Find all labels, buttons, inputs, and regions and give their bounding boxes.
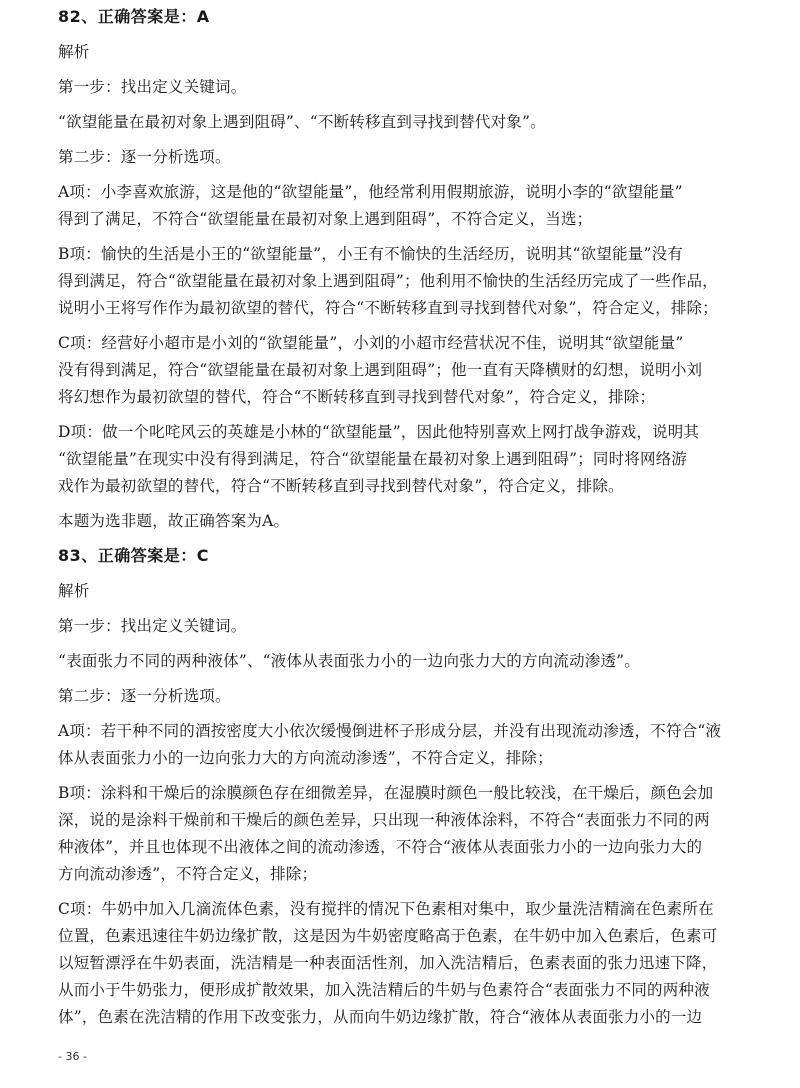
q82-option-b-line: 得到满足，符合“欲望能量在最初对象上遇到阻碍”；他利用不愉快的生活经历完成了一些作品，	[58, 272, 718, 290]
q82-option-b-line: 说明小王将写作作为最初欲望的替代，符合“不断转移直到寻找到替代对象”，符合定义，排除；	[58, 299, 718, 317]
q82-option-c-line: 将幻想作为最初欲望的替代，符合“不断转移直到寻找到替代对象”，符合定义，排除；	[58, 388, 656, 406]
q82-answer-heading: 82、正确答案是：A	[58, 7, 210, 26]
q82-keywords: “欲望能量在最初对象上遇到阻碍”、“不断转移直到寻找到替代对象”。	[58, 113, 546, 131]
q83-answer-heading: 83、正确答案是：C	[58, 546, 210, 565]
q83-step1: 第一步：找出定义关键词。	[58, 617, 247, 635]
q82-option-b-line: B项：愉快的生活是小王的“欲望能量”，小王有不愉快的生活经历，说明其“欲望能量”没有	[58, 245, 683, 263]
q83-analysis-label: 解析	[58, 582, 90, 600]
q83-option-a-line: 体从表面张力小的一边向张力大的方向流动渗透”，不符合定义，排除；	[58, 749, 553, 767]
q82-option-d-line: D项：做一个叱咤风云的英雄是小林的“欲望能量”，因此他特别喜欢上网打战争游戏，说明其	[58, 423, 700, 441]
q82-option-a-line: A项：小李喜欢旅游，这是他的“欲望能量”，他经常利用假期旅游，说明小李的“欲望能量”	[58, 183, 683, 201]
q83-option-c-line: 以短暂漂浮在牛奶表面，洗洁精是一种表面活性剂，加入洗洁精后，色素表面的张力迅速下降，	[58, 954, 718, 972]
q83-keywords: “表面张力不同的两种液体”、“液体从表面张力小的一边向张力大的方向流动渗透”。	[58, 652, 640, 670]
q83-option-c-line: 从而小于牛奶张力，便形成扩散效果，加入洗洁精后的牛奶与色素符合“表面张力不同的两种液	[58, 981, 710, 999]
q82-option-c-line: C项：经营好小超市是小刘的“欲望能量”，小刘的小超市经营状况不佳，说明其“欲望能量”	[58, 334, 684, 352]
q82-step2: 第二步：逐一分析选项。	[58, 148, 231, 166]
q83-option-b-line: 方向流动渗透”，不符合定义，排除；	[58, 865, 318, 883]
page-number: - 36 -	[58, 1050, 87, 1063]
q83-option-c-line: 位置，色素迅速往牛奶边缘扩散，这是因为牛奶密度略高于色素，在牛奶中加入色素后，色素可	[58, 927, 718, 945]
q83-option-b-line: B项：涂料和干燥后的涂膜颜色存在细微差异，在湿膜时颜色一般比较浅，在干燥后，颜色会加	[58, 784, 714, 802]
q83-option-b-line: 种液体”，并且也体现不出液体之间的流动渗透，不符合“液体从表面张力小的一边向张力大的	[58, 838, 703, 856]
q82-option-c-line: 没有得到满足，符合“欲望能量在最初对象上遇到阻碍”；他一直有天降横财的幻想，说明小刘	[58, 361, 703, 379]
q83-option-b-line: 深，说的是涂料干燥前和干燥后的颜色差异，只出现一种液体涂料，不符合“表面张力不同的两	[58, 811, 710, 829]
q82-option-a-line: 得到了满足，不符合“欲望能量在最初对象上遇到阻碍”，不符合定义，当选；	[58, 210, 593, 228]
q82-conclusion: 本题为选非题，故正确答案为A。	[58, 512, 290, 530]
q83-option-a-line: A项：若干种不同的酒按密度大小依次缓慢倒进杯子形成分层，并没有出现流动渗透，不符合“液	[58, 722, 722, 740]
q82-option-d-line: “欲望能量”在现实中没有得到满足，符合“欲望能量在最初对象上遇到阻碍”；同时将网络游	[58, 450, 688, 468]
q83-option-c-line: 体”，色素在洗洁精的作用下改变张力，从而向牛奶边缘扩散，符合“液体从表面张力小的一边	[58, 1008, 703, 1026]
q82-analysis-label: 解析	[58, 43, 90, 61]
q82-step1: 第一步：找出定义关键词。	[58, 78, 247, 96]
q83-step2: 第二步：逐一分析选项。	[58, 687, 231, 705]
q82-option-d-line: 戏作为最初欲望的替代，符合“不断转移直到寻找到替代对象”，符合定义，排除。	[58, 477, 624, 495]
q83-option-c-line: C项：牛奶中加入几滴流体色素，没有搅拌的情况下色素相对集中，取少量洗洁精滴在色素所在	[58, 900, 714, 918]
